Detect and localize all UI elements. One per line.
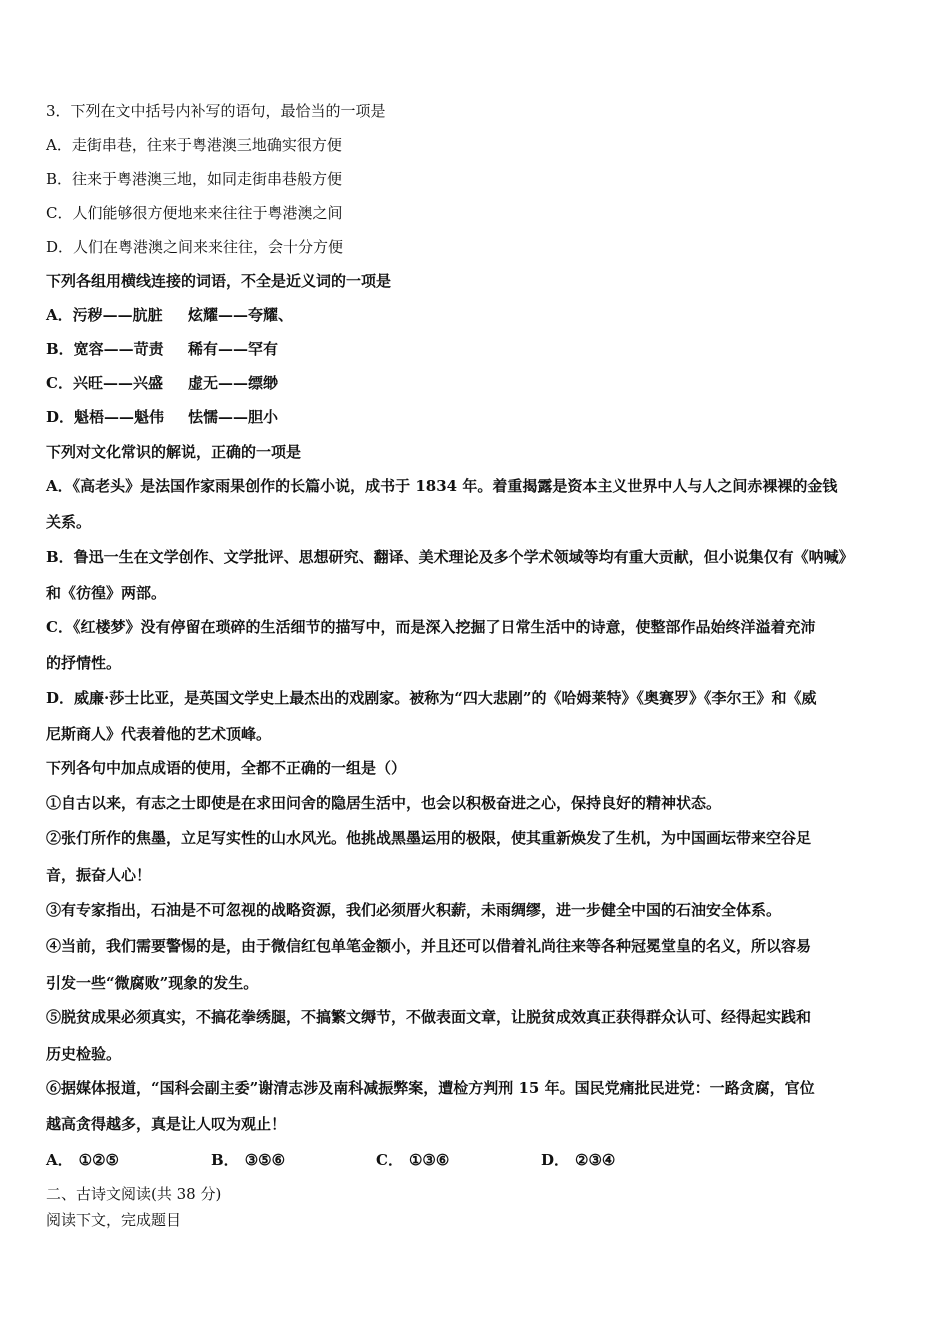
idiom-sentence-1: ①自古以来，有志之士即使是在求田问舍的隐居生活中，也会以积极奋进之心，保持良好的精神状态。: [46, 794, 722, 812]
culture-option-b-line1: B．鲁迅一生在文学创作、文学批评、思想研究、翻译、美术理论及多个学术领域等均有重大贡献，但小说集仅有《呐喊》: [46, 548, 854, 566]
idiom-sentence-2-line2: 音，振奋人心！: [46, 866, 152, 884]
idiom-sentence-5-line1: ⑤脱贫成果必须真实，不搞花拳绣腿，不搞繁文缛节，不做表面文章，让脱贫成效真正获得群众认可、经得起实践和: [46, 1008, 812, 1026]
idiom-choice-a: [46, 1150, 119, 1170]
section-2-instruction: 阅读下文，完成题目: [46, 1211, 182, 1229]
culture-question-stem: 下列对文化常识的解说，正确的一项是: [46, 443, 302, 461]
culture-option-b-line2: 和《彷徨》两部。: [46, 584, 167, 602]
q3-option-c: C．人们能够很方便地来来往往于粤港澳之间: [46, 204, 343, 222]
q3-stem: 3．下列在文中括号内补写的语句，最恰当的一项是: [46, 102, 386, 120]
section-2-heading: 二、古诗文阅读(共 38 分): [46, 1185, 222, 1203]
synonym-option-d-pair2: 怯懦——胆小: [188, 408, 279, 426]
culture-option-a-line1: A．《高老头》是法国作家雨果创作的长篇小说，成书于 1834 年。着重揭露是资本主义世界中人与人之间赤裸裸的金钱: [46, 477, 838, 495]
synonym-option-b: [46, 339, 278, 359]
culture-option-d-line1: D．威廉·莎士比亚，是英国文学史上最杰出的戏剧家。被称为“四大悲剧”的《哈姆莱特》《奥赛罗》《李尔王》和《威: [46, 689, 817, 707]
idiom-choice-b-label: B．: [211, 1151, 239, 1169]
culture-option-c-line1: C．《红楼梦》没有停留在琐碎的生活细节的描写中，而是深入挖掘了日常生活中的诗意，使整部作品始终洋溢着充沛: [46, 618, 816, 636]
idiom-sentence-4-line2: 引发一些“微腐败”现象的发生。: [46, 974, 259, 992]
idiom-choice-a-label: A．: [46, 1151, 73, 1169]
idiom-sentence-5-line2: 历史检验。: [46, 1045, 122, 1063]
idiom-sentence-4-line1: ④当前，我们需要警惕的是，由于微信红包单笔金额小，并且还可以借着礼尚往来等各种冠冕堂皇的名义，所以容易: [46, 937, 812, 955]
idiom-sentence-6-line2: 越高贪得越多，真是让人叹为观止！: [46, 1115, 287, 1133]
idiom-choice-a-value: ①②⑤: [78, 1151, 119, 1169]
idiom-choice-c-value: ①③⑥: [408, 1151, 450, 1169]
synonym-option-c-pair1: C．兴旺——兴盛: [46, 374, 163, 392]
idiom-choice-b: [211, 1150, 285, 1170]
synonym-option-c: [46, 373, 278, 393]
synonym-option-d: [46, 407, 278, 427]
q3-option-b: B．往来于粤港澳三地，如同走街串巷般方便: [46, 170, 343, 188]
idiom-choice-c-label: C．: [376, 1151, 403, 1169]
q3-option-a: A．走街串巷，往来于粤港澳三地确实很方便: [46, 136, 342, 154]
synonym-option-d-pair1: D．魁梧——魁伟: [46, 408, 165, 426]
idiom-choice-d-label: D．: [541, 1151, 570, 1169]
idiom-choice-d: [541, 1150, 615, 1170]
culture-option-c-line2: 的抒情性。: [46, 654, 122, 672]
idiom-choice-b-value: ③⑤⑥: [244, 1151, 286, 1169]
culture-option-a-line2: 关系。: [46, 513, 92, 531]
synonym-option-b-pair1: B．宽容——苛责: [46, 340, 164, 358]
synonym-option-c-pair2: 虚无——缥缈: [188, 374, 279, 392]
idiom-sentence-2-line1: ②张仃所作的焦墨，立足写实性的山水风光。他挑战黑墨运用的极限，使其重新焕发了生机，为中国画坛带来空谷足: [46, 829, 812, 847]
idiom-question-stem: 下列各句中加点成语的使用，全都不正确的一组是（）: [46, 759, 407, 777]
culture-option-d-line2: 尼斯商人》代表着他的艺术顶峰。: [46, 725, 272, 743]
idiom-choice-c: [376, 1150, 449, 1170]
synonym-question-stem: 下列各组用横线连接的词语，不全是近义词的一项是: [46, 272, 392, 290]
q3-option-d: D．人们在粤港澳之间来来往往，会十分方便: [46, 238, 344, 256]
idiom-choice-d-value: ②③④: [575, 1151, 616, 1169]
idiom-sentence-6-line1: ⑥据媒体报道，“国科会副主委”谢清志涉及南科减振弊案，遭检方判刑 15 年。国民党痛批民进党：一路贪腐，官位: [46, 1079, 815, 1097]
synonym-option-a: [46, 305, 293, 325]
idiom-sentence-3: ③有专家指出，石油是不可忽视的战略资源，我们必须厝火积薪，未雨绸缪，进一步健全中国的石油安全体系。: [46, 901, 782, 919]
synonym-option-a-pair1: A．污秽——肮脏: [46, 306, 163, 324]
synonym-option-b-pair2: 稀有——罕有: [188, 340, 279, 358]
synonym-option-a-pair2: 炫耀——夸耀、: [188, 306, 294, 324]
